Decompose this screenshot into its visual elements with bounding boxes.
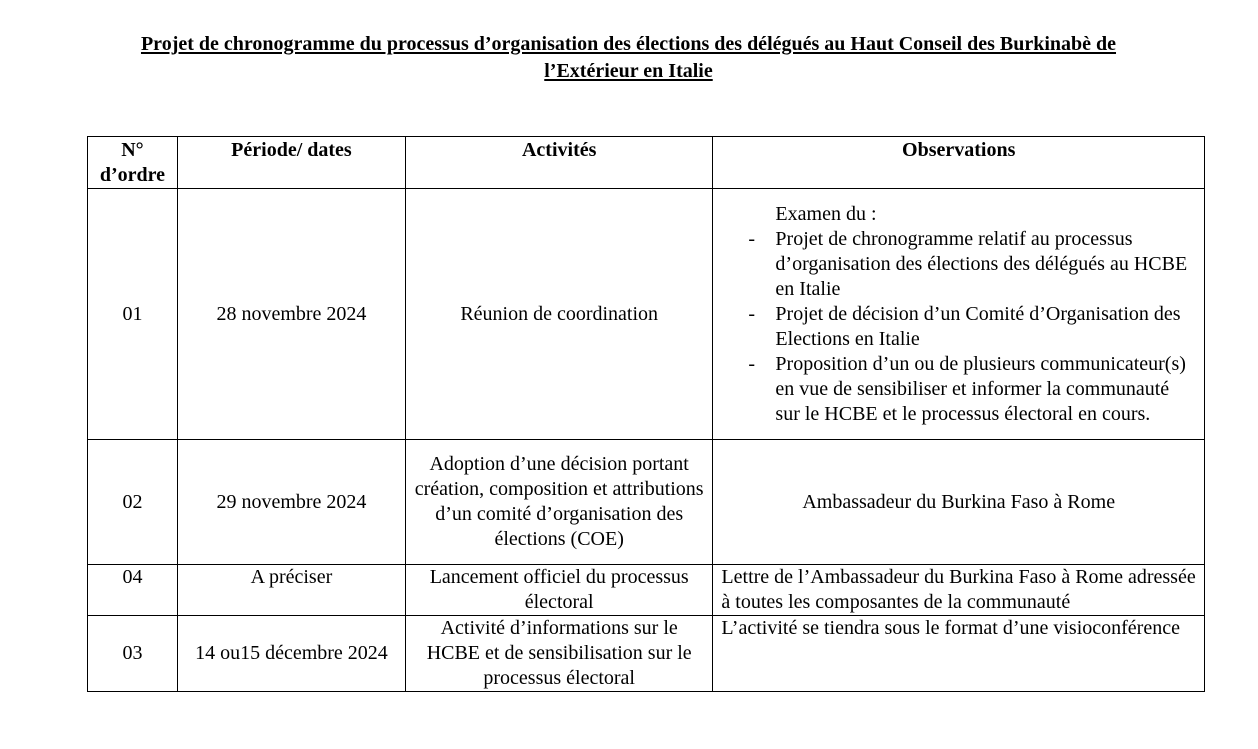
- header-activities: Activités: [405, 137, 712, 189]
- bullet-dash: -: [748, 302, 756, 325]
- cell-observation: L’activité se tiendra sous le format d’une visioconférence: [713, 616, 1205, 692]
- cell-order: 03: [88, 616, 178, 692]
- list-item: [719, 227, 1198, 302]
- bullet-dash: -: [748, 227, 756, 250]
- cell-observation: Ambassadeur du Burkina Faso à Rome: [713, 440, 1205, 565]
- header-order-line-2: d’ordre: [99, 164, 166, 186]
- cell-period: 14 ou15 décembre 2024: [177, 616, 405, 692]
- cell-activity: Réunion de coordination: [405, 189, 712, 440]
- cell-activity: Adoption d’une décision portant création, composition et attributions d’un comité d’organisation des élections (COE): [405, 440, 712, 565]
- cell-observation: [713, 189, 1205, 440]
- list-item-text: Projet de chronogramme relatif au processus d’organisation des élections des délégués au HCBE en Italie: [775, 227, 1188, 300]
- cell-observation: Lettre de l’Ambassadeur du Burkina Faso à Rome adressée à toutes les composantes de la communauté: [713, 565, 1205, 616]
- cell-activity: Lancement officiel du processus électoral: [405, 565, 712, 616]
- cell-period: 28 novembre 2024: [177, 189, 405, 440]
- cell-order: 02: [88, 440, 178, 565]
- observation-list: [719, 227, 1198, 427]
- header-order-line-1: N°: [121, 139, 144, 161]
- header-period: Période/ dates: [177, 137, 405, 189]
- table-row: [88, 189, 1205, 440]
- observation-intro: Examen du :: [775, 202, 877, 225]
- document-title-line-2: l’Extérieur en Italie: [544, 60, 713, 82]
- list-item: [719, 302, 1198, 352]
- bullet-dash: -: [748, 352, 756, 375]
- cell-period: 29 novembre 2024: [177, 440, 405, 565]
- document-title-line-1: Projet de chronogramme du processus d’organisation des élections des délégués au Haut Conseil des Burkinabè de: [140, 33, 1117, 55]
- list-item-text: Proposition d’un ou de plusieurs communicateur(s) en vue de sensibiliser et informer la communauté sur le HCBE et le processus électoral en cours.: [775, 352, 1186, 425]
- cell-period: A préciser: [177, 565, 405, 616]
- table-row: [88, 616, 1205, 692]
- list-item: [719, 352, 1198, 427]
- table-header-row: [88, 137, 1205, 189]
- table-row: [88, 565, 1205, 616]
- cell-order: 01: [88, 189, 178, 440]
- list-item-text: Projet de décision d’un Comité d’Organisation des Elections en Italie: [775, 302, 1181, 350]
- header-order: [88, 137, 178, 189]
- cell-activity: Activité d’informations sur le HCBE et de sensibilisation sur le processus électoral: [405, 616, 712, 692]
- schedule-table: [87, 136, 1205, 692]
- cell-order: 04: [88, 565, 178, 616]
- table-row: [88, 440, 1205, 565]
- header-observations: Observations: [713, 137, 1205, 189]
- document-title: [60, 31, 1197, 85]
